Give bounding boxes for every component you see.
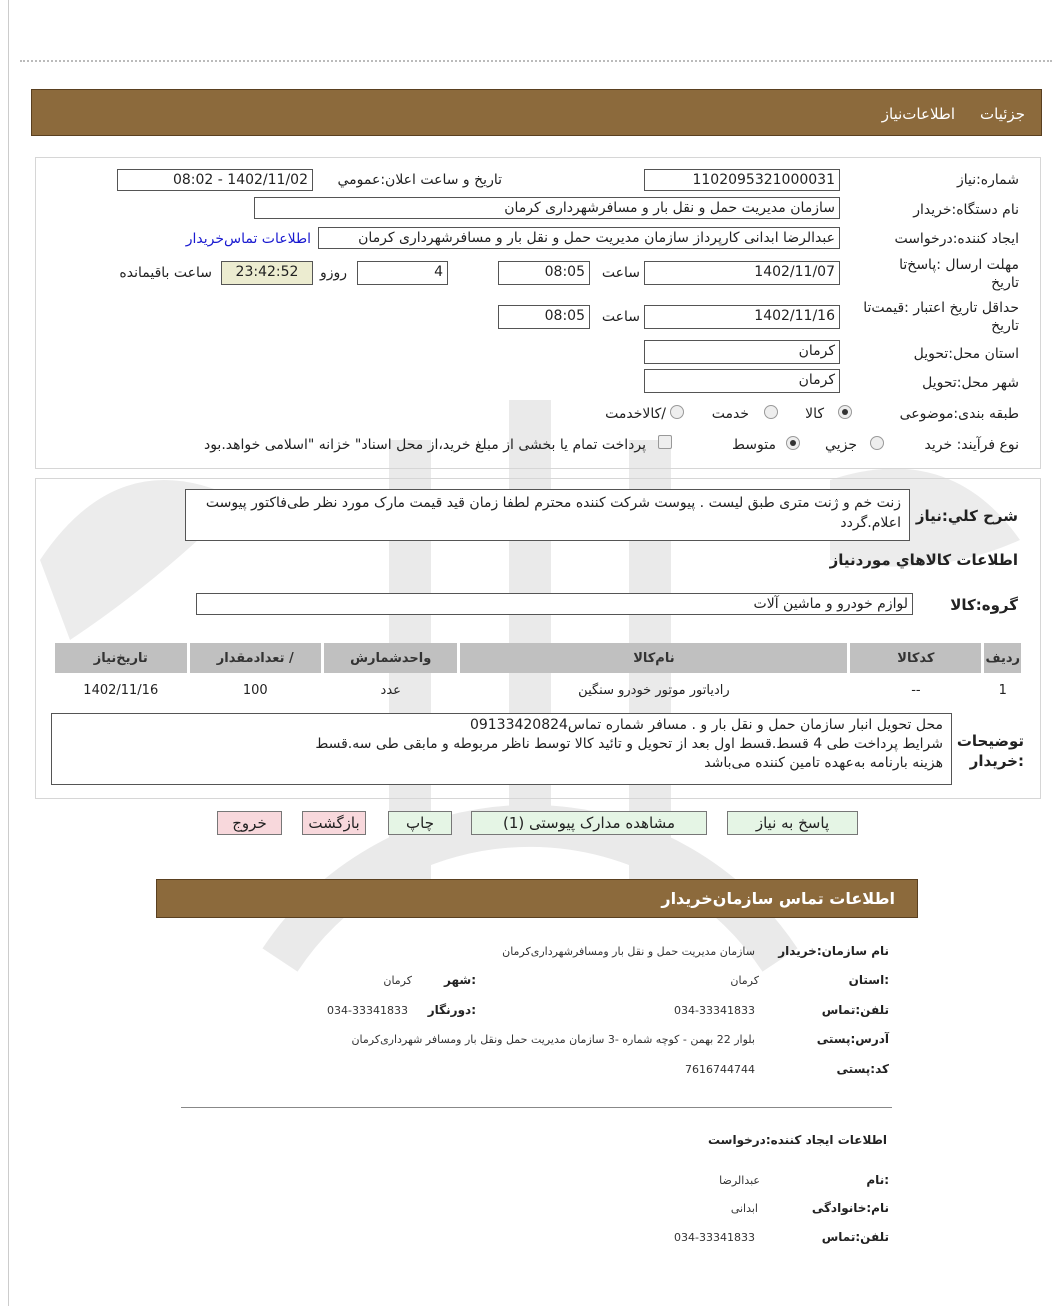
- buyer-org-field: سازمان مدیریت حمل و نقل بار و مسافرشهرداری کرمان: [254, 197, 840, 219]
- deadline-time-label: ساعت: [601, 265, 640, 281]
- attachments-button[interactable]: مشاهده مدارک پیوستی (1): [471, 811, 707, 835]
- day-label: روزو: [319, 265, 347, 281]
- cell-row: 1: [998, 682, 1007, 698]
- contact-postal-label: کد:پستی: [836, 1062, 889, 1076]
- deadline-label: مهلت ارسال :پاسخ‌تا تاریخ: [899, 257, 1019, 291]
- header-bar: [31, 89, 1042, 136]
- contact-city-label: :شهر: [444, 973, 476, 987]
- buyer-org-label: نام دستگاه:خریدار: [913, 202, 1019, 218]
- treasury-checkbox[interactable]: [658, 435, 672, 449]
- radio-goods[interactable]: [838, 405, 852, 419]
- reply-button[interactable]: پاسخ به نیاز: [727, 811, 858, 835]
- creator-name-value: عبدالرضا: [719, 1174, 760, 1187]
- contact-postal-value: 7616744744: [685, 1063, 755, 1076]
- col-qty: / تعدادمقدار: [190, 643, 321, 673]
- city-field: کرمان: [644, 369, 840, 393]
- contact-phone-value: 034-33341833: [674, 1004, 755, 1017]
- remaining-time-field: 23:42:52: [221, 261, 313, 285]
- goods-table: [52, 640, 1024, 707]
- treasury-text: پرداخت تمام یا بخشی از مبلغ خرید،از محل اسناد" خزانه "اسلامی خواهد.بود: [203, 437, 646, 453]
- radio-minor-label: جزیي: [825, 437, 857, 453]
- page-left-border: [8, 0, 9, 1306]
- goods-table-header: [55, 643, 1021, 673]
- back-button[interactable]: بازگشت: [302, 811, 366, 835]
- contact-city-value: کرمان: [383, 974, 412, 987]
- buyer-notes-label: توضیحات :خریدار: [956, 732, 1024, 770]
- cell-date: 1402/11/16: [83, 682, 159, 698]
- contact-org-value: سازمان مدیریت حمل و نقل بار ومسافرشهرداری‌کرمان: [502, 945, 755, 958]
- contact-header-bar: [156, 879, 918, 918]
- goods-section-title: اطلاعات کالاهاي موردنیاز: [829, 551, 1018, 569]
- contact-fax-label: :دورنگار: [427, 1003, 476, 1017]
- city-label: شهر محل:تحویل: [922, 375, 1019, 391]
- contact-divider: [181, 1107, 892, 1108]
- cell-qty: 100: [242, 682, 268, 698]
- province-label: استان محل:تحویل: [913, 346, 1019, 362]
- creator-field: عبدالرضا ابدانی کارپرداز سازمان مدیریت حمل و نقل بار و مسافرشهرداری کرمان: [318, 227, 840, 249]
- general-desc-label: شرح کلي:نیاز: [915, 507, 1018, 525]
- cell-unit: عدد: [380, 682, 401, 698]
- process-label: نوع فرآیند: خرید: [924, 437, 1019, 453]
- cell-name: رادیاتور موتور خودرو سنگین: [578, 682, 730, 698]
- contact-title: اطلاعات تماس سازمان‌خریدار: [661, 889, 895, 908]
- days-field: 4: [357, 261, 448, 285]
- cell-code: --: [911, 682, 921, 698]
- notes-line-3: هزینه بارنامه به‌عهده تامین کننده می‌باشد: [704, 755, 943, 771]
- print-button[interactable]: چاپ: [388, 811, 452, 835]
- creator-phone-value: 034-33341833: [674, 1231, 755, 1244]
- buyer-contact-link[interactable]: اطلاعات تماس‌خریدار: [185, 231, 311, 247]
- exit-button[interactable]: خروج: [217, 811, 282, 835]
- radio-medium-label: متوسط: [732, 437, 776, 453]
- table-row: [55, 676, 1021, 704]
- deadline-time-field: 08:05: [498, 261, 590, 285]
- radio-minor[interactable]: [870, 436, 884, 450]
- contact-province-value: کرمان: [730, 974, 759, 987]
- radio-goods-service-label: /کالاخدمت: [605, 406, 666, 422]
- creator-info-title: اطلاعات ایجاد کننده:درخواست: [707, 1133, 887, 1147]
- col-date: تاریخ‌نیاز: [55, 643, 187, 673]
- creator-phone-label: تلفن:تماس: [821, 1230, 889, 1244]
- radio-medium[interactable]: [786, 436, 800, 450]
- need-number-field: 1102095321000031: [644, 169, 840, 191]
- announce-label: تاریخ و ساعت اعلان:عمومي: [337, 172, 502, 188]
- need-number-label: شماره:نیاز: [956, 172, 1019, 188]
- col-row: ردیف: [984, 643, 1021, 673]
- radio-service[interactable]: [764, 405, 778, 419]
- contact-phone-label: تلفن:تماس: [821, 1003, 889, 1017]
- goods-group-label: گروه:کالا: [950, 596, 1018, 614]
- contact-province-label: :استان: [848, 973, 889, 987]
- validity-date-field: 1402/11/16: [644, 305, 840, 329]
- contact-fax-value: 034-33341833: [327, 1004, 408, 1017]
- category-label: طبقه بندی:موضوعی: [899, 406, 1019, 422]
- col-name: نام‌کالا: [460, 643, 847, 673]
- col-unit: واحدشمارش: [324, 643, 458, 673]
- radio-goods-service[interactable]: [670, 405, 684, 419]
- notes-line-1: محل تحویل انبار سازمان حمل و نقل بار و . مسافر شماره تماس09133420824: [469, 717, 943, 733]
- tab-details[interactable]: جزئیات: [980, 105, 1025, 123]
- validity-time-label: ساعت: [601, 309, 640, 325]
- deadline-date-field: 1402/11/07: [644, 261, 840, 285]
- top-dotted-divider: [20, 60, 1052, 62]
- creator-label: ایجاد کننده:درخواست: [894, 231, 1019, 247]
- validity-time-field: 08:05: [498, 305, 590, 329]
- creator-family-label: نام:خانوادگی: [811, 1201, 889, 1215]
- tab-need-info[interactable]: اطلاعات‌نیاز: [881, 105, 955, 123]
- radio-goods-label: کالا: [805, 406, 824, 422]
- remaining-label: ساعت باقیمانده: [119, 265, 212, 281]
- col-code: کدکالا: [850, 643, 981, 673]
- buyer-notes-box: [51, 713, 952, 785]
- contact-org-label: نام سازمان:خریدار: [778, 944, 889, 958]
- general-desc-box: زنت خم و ژنت متری طبق لیست . پیوست شرکت کننده محترم لطفا زمان قید قیمت مارک مورد نظر طی‌فاکتور پیوست اعلام.گردد: [185, 489, 910, 541]
- creator-name-label: :نام: [866, 1173, 889, 1187]
- radio-service-label: خدمت: [711, 406, 749, 422]
- announce-field: 1402/11/02 - 08:02: [117, 169, 313, 191]
- province-field: کرمان: [644, 340, 840, 364]
- creator-family-value: ابدانی: [730, 1202, 758, 1215]
- contact-address-value: بلوار 22 بهمن - کوچه شماره -3 سازمان مدیریت حمل ونقل بار ومسافر شهرداری‌کرمان: [351, 1033, 755, 1046]
- validity-label: حداقل تاریخ اعتبار :قیمت‌تا تاریخ: [863, 300, 1019, 334]
- notes-line-2: شرایط پرداخت طی 4 قسط.قسط اول بعد از تحویل و تائید کالا توسط ناظر مربوطه و مابقی طی سه.قسط: [315, 736, 943, 752]
- contact-address-label: آدرس:پستی: [816, 1032, 889, 1046]
- goods-group-field: لوازم خودرو و ماشین آلات: [196, 593, 913, 615]
